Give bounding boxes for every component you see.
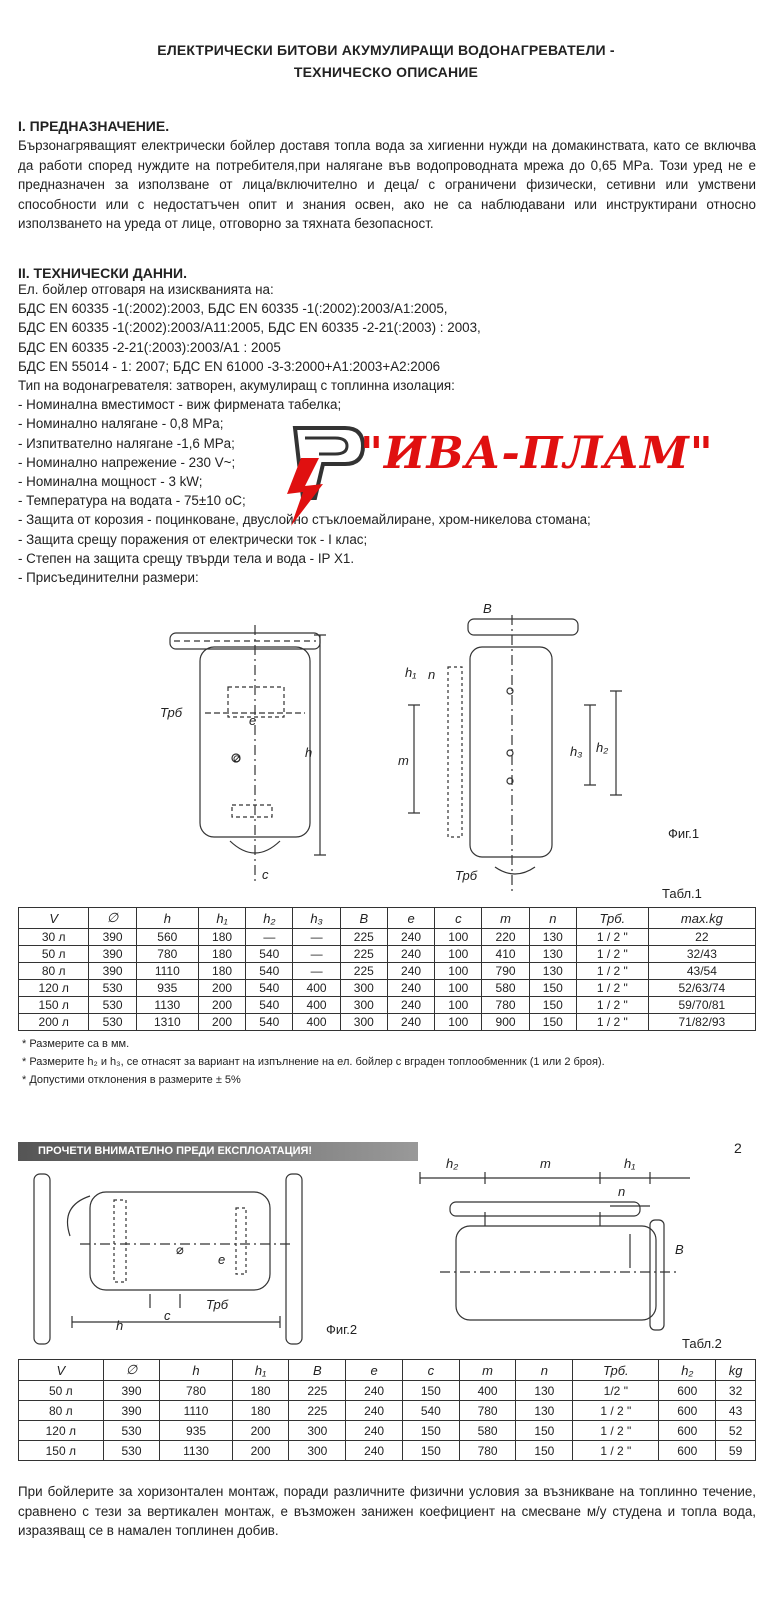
fig2-label: Фиг.2 [326,1322,358,1337]
table-header-cell: h₁ [198,908,245,929]
table-cell: 225 [340,929,387,946]
fig1-h-label: h [305,745,313,760]
table-cell: 32/43 [648,946,755,963]
table-row [19,1014,756,1031]
fig1-trb-label-right: Трб [455,868,478,883]
table-cell: 150 [402,1381,459,1401]
table-cell: 1 / 2 " [576,1014,648,1031]
table-cell: 50 л [19,1381,104,1401]
footer-text: При бойлерите за хоризонтален монтаж, поради различните физични условия за възникване на топлинно течение, сравнено с тези за вертикален монтаж, е възможен занижен коефициент на смесване м/у студена и топла вода, изразяващ се в намален топлинен добив. [18,1484,756,1538]
table-cell: 780 [459,1401,516,1421]
table-header-cell: h₁ [232,1360,289,1381]
fig1-b-label: B [483,601,492,616]
table-header-cell: V [19,908,89,929]
table-cell: 240 [387,980,434,997]
table-cell: 22 [648,929,755,946]
spec-line: - Температура на водата - 75±10 oC; [18,493,246,509]
table-cell: 530 [103,1441,160,1461]
table-cell: 530 [89,1014,136,1031]
table-cell: 180 [198,946,245,963]
fig2-h1-label: h₁ [624,1156,636,1171]
table-cell: 1 / 2 " [576,997,648,1014]
table-cell: 130 [529,946,576,963]
spec-line: - Защита срещу поражения от електрически ток - I клас; [18,531,368,547]
spec-line: - Степен на защита срещу твърди тела и вода - IP X1. [18,550,355,566]
table-cell: 390 [89,929,136,946]
table-1 [18,907,756,1031]
table-cell: 180 [198,929,245,946]
table-cell: 225 [340,963,387,980]
table-cell: 780 [160,1381,232,1401]
table-cell: 390 [89,946,136,963]
table-cell: 540 [246,980,293,997]
note-3: * Допустими отклонения в размерите ± 5% [22,1074,241,1086]
spec-line: БДС EN 60335 -2-21(:2003):2003/A1 : 2005 [18,339,281,355]
table-cell: 1 / 2 " [576,929,648,946]
table-cell: 100 [435,963,482,980]
section1-text: Бързонагряващият електрически бойлер доставя топла вода за хигиенни нужди на домакинствата, като се включва да работи според нуждите на потребителя,при налягане във водопроводната мрежа до 0,65 MPa. Този уред не е предназначен за използване от лица/включително и деца/ с ограничени физически, сетивни или умствени способности или с недостатъчен опит и знания освен, ако не са наблюдавани или инструктирани относно използването на уреда от лице, отговорно за тяхната безопасност. [18,138,756,231]
logo-text: "ИВА-ПЛАМ" [360,428,714,479]
table-cell: 150 [529,997,576,1014]
table-cell: 200 [198,1014,245,1031]
table-cell: 200 [198,980,245,997]
fig1-label: Фиг.1 [668,826,700,841]
table-cell: 530 [89,980,136,997]
table-cell: 580 [482,980,529,997]
table-cell: 180 [232,1401,289,1421]
table-row [19,1421,756,1441]
table-header-cell: m [459,1360,516,1381]
table-cell: 130 [516,1381,573,1401]
table-cell: 52 [716,1421,756,1441]
table-cell: 100 [435,1014,482,1031]
table-row [19,946,756,963]
table-cell: 790 [482,963,529,980]
fig2-m-label: m [540,1156,551,1171]
table-cell: 780 [459,1441,516,1461]
table-header-cell: h [136,908,198,929]
spec-line: БДС EN 55014 - 1: 2007; БДС EN 61000 -3-3:2000+A1:2003+A2:2006 [18,358,441,374]
table-cell: 240 [387,929,434,946]
table-cell: 240 [346,1381,403,1401]
table-header-cell: h₃ [293,908,340,929]
fig1-h3-label: h₃ [570,744,583,759]
table-cell: 540 [402,1401,459,1421]
fig2-h-label: h [116,1318,124,1333]
fig2-trb-label: Трб [206,1297,229,1312]
table-cell: 240 [346,1421,403,1441]
table-cell: — [246,929,293,946]
table-header-cell: Трб. [576,908,648,929]
table-cell: — [293,963,340,980]
table-cell: 240 [387,997,434,1014]
table-cell: 900 [482,1014,529,1031]
table-cell: 1110 [160,1401,232,1421]
table-cell: 32 [716,1381,756,1401]
table-cell: 150 [529,980,576,997]
fig2-diameter-label: ⌀ [176,1242,184,1257]
table-cell: 200 [232,1441,289,1461]
doc-title-line2: ТЕХНИЧЕСКО ОПИСАНИЕ [293,64,479,80]
table-header-cell: B [340,908,387,929]
spec-line: - Изпитвателно налягане -1,6 MPa; [18,435,235,451]
table-cell: 935 [160,1421,232,1441]
table-row [19,1381,756,1401]
table-cell: 225 [289,1401,346,1421]
table-cell: 43/54 [648,963,755,980]
spec-line: - Номинално налягане - 0,8 MPa; [18,416,224,432]
fig1-diameter-label: ⌀ [233,750,241,765]
table-cell: 530 [89,997,136,1014]
table-cell: 100 [435,997,482,1014]
tabl2-label: Табл.2 [682,1336,722,1351]
table-cell: 1130 [136,997,198,1014]
table-cell: 400 [459,1381,516,1401]
table-cell: 180 [198,963,245,980]
fig2-h2-label: h₂ [446,1156,459,1171]
table-cell: 1 / 2 " [576,946,648,963]
doc-title-line1: ЕЛЕКТРИЧЕСКИ БИТОВИ АКУМУЛИРАЩИ ВОДОНАГРЕВАТЕЛИ - [157,42,615,58]
spec-line: Тип на водонагревателя: затворен, акумулиращ с топлинна изолация: [18,378,455,393]
table-header-cell: n [516,1360,573,1381]
spec-line: БДС EN 60335 -1(:2002):2003/A11:2005, БДС EN 60335 -2-21(:2003) : 2003, [18,320,481,336]
table-cell: 390 [103,1401,160,1421]
table-row [19,929,756,946]
table-header-cell: h₂ [246,908,293,929]
fig2-e-label: e [218,1252,226,1267]
page-number: 2 [734,1140,742,1156]
table-cell: 600 [659,1401,716,1421]
warning-banner: ПРОЧЕТИ ВНИМАТЕЛНО ПРЕДИ ЕКСПЛОАТАЦИЯ! [18,1142,418,1161]
spec-line: - Номинална мощност - 3 kW; [18,474,203,489]
table-cell: 780 [482,997,529,1014]
table-cell: 150 [529,1014,576,1031]
table-cell: 300 [289,1441,346,1461]
table-header-cell: c [402,1360,459,1381]
table-cell: 580 [459,1421,516,1441]
table-cell: 540 [246,963,293,980]
table-cell: 1 / 2 " [576,980,648,997]
table-header-cell: h [160,1360,232,1381]
section2-title: II. ТЕХНИЧЕСКИ ДАННИ. [18,265,187,281]
table-cell: 120 л [19,980,89,997]
table-header-cell: e [387,908,434,929]
table-cell: 540 [246,946,293,963]
table-cell: 80 л [19,963,89,980]
spec-line: БДС EN 60335 -1(:2002):2003, БДС EN 60335 -1(:2002):2003/A1:2005, [18,301,448,317]
table-cell: 600 [659,1381,716,1401]
table-cell: 560 [136,929,198,946]
spec-line: - Номинално напрежение - 230 V~; [18,454,236,470]
tabl1-label: Табл.1 [662,886,702,901]
table-cell: 300 [340,997,387,1014]
table-cell: 1 / 2 " [573,1401,659,1421]
table-cell: 150 л [19,997,89,1014]
table-header-cell: h₂ [659,1360,716,1381]
table-header-cell: B [289,1360,346,1381]
table-cell: 300 [340,1014,387,1031]
table-cell: 225 [289,1381,346,1401]
table-header-cell: ∅ [89,908,136,929]
table-cell: 200 л [19,1014,89,1031]
table-header-row [19,908,756,929]
table-cell: 71/82/93 [648,1014,755,1031]
table-header-cell: V [19,1360,104,1381]
table-cell: 240 [387,1014,434,1031]
table-cell: 50 л [19,946,89,963]
fig1-n-label: n [428,667,436,682]
table-cell: 150 [516,1421,573,1441]
table-cell: 150 [516,1441,573,1461]
table-cell: 80 л [19,1401,104,1421]
table-cell: 1 / 2 " [573,1421,659,1441]
table-cell: 540 [246,997,293,1014]
table-cell: 100 [435,980,482,997]
table-cell: 390 [103,1381,160,1401]
fig1-trb-label: Трб [160,705,183,720]
table-header-cell: e [346,1360,403,1381]
fig1-h1-label: h₁ [405,665,417,680]
table-row [19,997,756,1014]
table-cell: 410 [482,946,529,963]
section1-title: I. ПРЕДНАЗНАЧЕНИЕ. [18,118,170,134]
table-cell: 150 л [19,1441,104,1461]
table-cell: 1 / 2 " [573,1441,659,1461]
table-header-cell: Трб. [573,1360,659,1381]
spec-line: - Присъединителни размери: [18,570,199,585]
table-cell: 1 / 2 " [576,963,648,980]
table-cell: 400 [293,997,340,1014]
table-cell: 150 [402,1441,459,1461]
table-header-cell: c [435,908,482,929]
table-row [19,980,756,997]
table-header-cell: max.kg [648,908,755,929]
table-cell: 400 [293,980,340,997]
table-cell: 220 [482,929,529,946]
table-cell: 130 [529,963,576,980]
table-cell: 180 [232,1381,289,1401]
table-cell: 30 л [19,929,89,946]
table-cell: 240 [387,946,434,963]
table-cell: 530 [103,1421,160,1441]
table-cell: 400 [293,1014,340,1031]
table-cell: 1/2 " [573,1381,659,1401]
table-cell: — [293,946,340,963]
table-cell: 200 [198,997,245,1014]
table-cell: 100 [435,946,482,963]
fig1-e-label: e [249,713,257,728]
table-cell: 240 [387,963,434,980]
table-cell: 1310 [136,1014,198,1031]
table-header-cell: kg [716,1360,756,1381]
table-cell: 150 [402,1421,459,1441]
spec-line: - Номинална вместимост - виж фирмената табелка; [18,397,342,413]
table-cell: 225 [340,946,387,963]
table-header-cell: m [482,908,529,929]
table-header-cell: n [529,908,576,929]
table-cell: 1130 [160,1441,232,1461]
table-cell: 390 [89,963,136,980]
table-cell: 43 [716,1401,756,1421]
table-cell: 600 [659,1441,716,1461]
table-row [19,963,756,980]
table-cell: 780 [136,946,198,963]
logo-mark-icon [275,418,365,528]
table-cell: 100 [435,929,482,946]
fig2-b-label: B [675,1242,684,1257]
fig2-c-label: c [164,1308,171,1323]
table-cell: 600 [659,1421,716,1441]
table-cell: 59/70/81 [648,997,755,1014]
table-cell: 200 [232,1421,289,1441]
spec-line: - Защита от корозия - поцинковане, двуслойно стъклоемайлиране, хром-никелова стомана; [18,512,591,528]
table-cell: 240 [346,1401,403,1421]
table-cell: 300 [289,1421,346,1441]
fig1-m-label: m [398,753,409,768]
table-cell: 59 [716,1441,756,1461]
table-cell: 130 [516,1401,573,1421]
table-2 [18,1359,756,1461]
table-cell: 300 [340,980,387,997]
table-row [19,1441,756,1461]
note-1: * Размерите са в мм. [22,1038,130,1050]
table-cell: 120 л [19,1421,104,1441]
table-cell: 130 [529,929,576,946]
fig1-c-label: c [262,867,269,882]
table-header-cell: ∅ [103,1360,160,1381]
table-cell: 935 [136,980,198,997]
table-header-row [19,1360,756,1381]
table-cell: 52/63/74 [648,980,755,997]
fig2-n-label: n [618,1184,626,1199]
table-cell: 1110 [136,963,198,980]
table-cell: — [293,929,340,946]
note-2: * Размерите h₂ и h₃, се отнасят за вариант на изпълнение на ел. бойлер с вграден топлообменник (1 или 2 броя). [22,1056,605,1068]
table-cell: 240 [346,1441,403,1461]
spec-line: Ел. бойлер отговаря на изискванията на: [18,282,274,297]
table-row [19,1401,756,1421]
table-cell: 540 [246,1014,293,1031]
fig1-h2-label: h₂ [596,740,609,755]
